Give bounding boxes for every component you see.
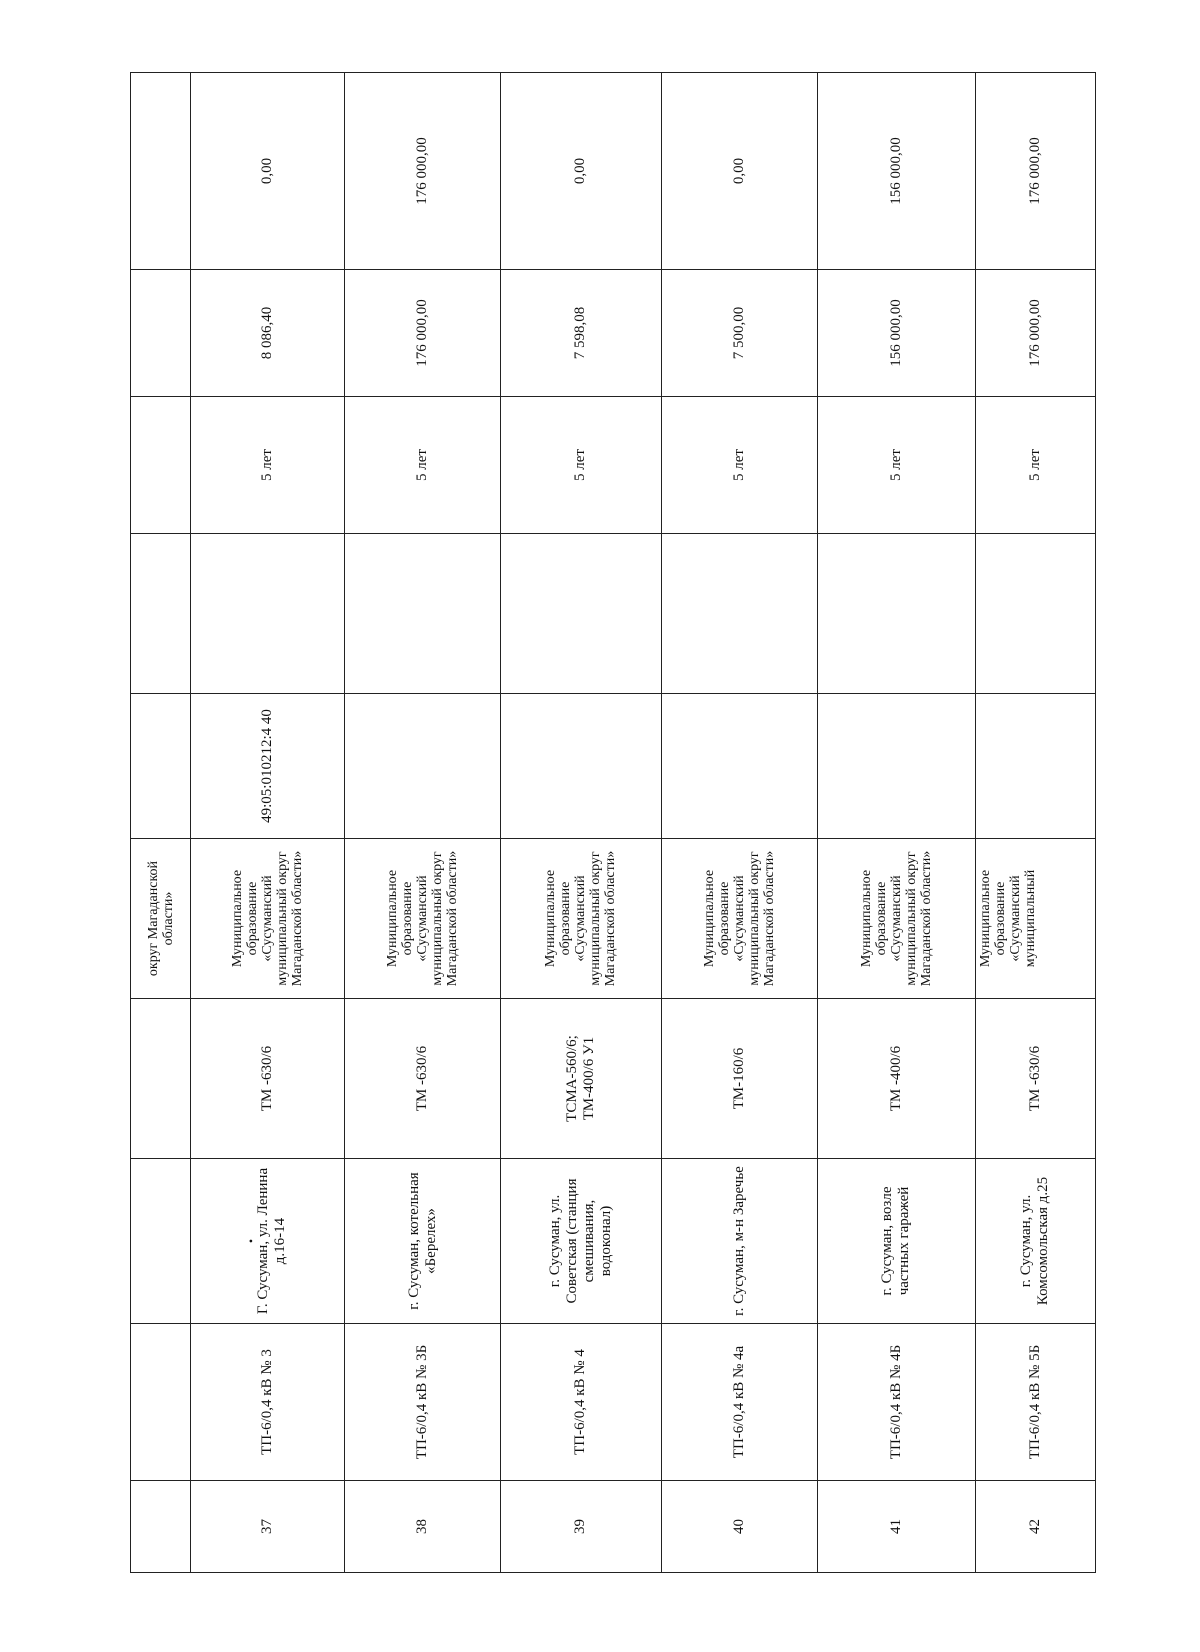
table-row	[975, 73, 1095, 1573]
cell-address: г. Сусуман, ул. Советская (станция смешивания, водоконал)	[501, 1159, 661, 1324]
cell-encumbrance	[191, 534, 345, 694]
cell-name: ТП-6/0,4 кВ № 4Б	[817, 1324, 975, 1481]
cell-value1: 176 000,00	[345, 270, 501, 397]
cell-value2: 0,00	[191, 73, 345, 270]
table-row	[661, 73, 817, 1573]
cell-value1: 8 086,40	[191, 270, 345, 397]
cell-name: ТП-6/0,4 кВ № 5Б	[975, 1324, 1095, 1481]
cell-value1: 156 000,00	[817, 270, 975, 397]
cell-address: г. Сусуман, ул. Комсомольская д.25	[975, 1159, 1095, 1324]
cell-value2: 156 000,00	[817, 73, 975, 270]
cell-owner: Муниципальное образование «Сусуманский муниципальный округ Магаданской области»	[501, 839, 661, 999]
cell-owner: Муниципальное образование «Сусуманский муниципальный	[975, 839, 1095, 999]
cell-value2: 0,00	[501, 73, 661, 270]
cell-term: 5 лет	[191, 397, 345, 534]
cell-term: 5 лет	[501, 397, 661, 534]
address-text: Г. Сусуман, ул. Ленина д.16-14	[254, 1167, 288, 1315]
cell-address: г. Сусуман, возле частных гаражей	[817, 1159, 975, 1324]
cell-term: 5 лет	[817, 397, 975, 534]
cell-address	[191, 1159, 345, 1324]
table-row	[501, 73, 661, 1573]
cell-owner: округ Магаданской области»	[131, 839, 191, 999]
cell-encumbrance	[345, 534, 501, 694]
cell-equipment: ТМ-160/6	[661, 999, 817, 1159]
cell-equipment: ТМ -630/6	[975, 999, 1095, 1159]
table-row	[345, 73, 501, 1573]
cell-encumbrance	[501, 534, 661, 694]
cell-equipment: ТСМА-560/6; ТМ-400/6 У1	[501, 999, 661, 1159]
cell-address	[131, 1159, 191, 1324]
cell-owner: Муниципальное образование «Сусуманский муниципальный округ Магаданской области»	[191, 839, 345, 999]
cell-cadastral	[345, 694, 501, 839]
cell-value2: 176 000,00	[975, 73, 1095, 270]
cell-num: 41	[817, 1481, 975, 1573]
cell-term: 5 лет	[661, 397, 817, 534]
table-row-continuation	[131, 73, 191, 1573]
cell-value1: 7 500,00	[661, 270, 817, 397]
cell-value2	[131, 73, 191, 270]
cell-name: ТП-6/0,4 кВ № 4а	[661, 1324, 817, 1481]
property-table	[130, 72, 1096, 1573]
cell-equipment: ТМ -400/6	[817, 999, 975, 1159]
cell-cadastral: 49:05:010212:4 40	[191, 694, 345, 839]
cell-cadastral	[661, 694, 817, 839]
table-row	[191, 73, 345, 1573]
cell-cadastral	[975, 694, 1095, 839]
cell-name	[131, 1324, 191, 1481]
rotated-table-container	[130, 73, 1096, 1573]
cell-encumbrance	[817, 534, 975, 694]
cell-address: г. Сусуман, котельная «Берелех»	[345, 1159, 501, 1324]
cell-value2: 176 000,00	[345, 73, 501, 270]
cell-term: 5 лет	[975, 397, 1095, 534]
cell-cadastral	[817, 694, 975, 839]
cell-equipment	[131, 999, 191, 1159]
table-row	[817, 73, 975, 1573]
cell-value1: 176 000,00	[975, 270, 1095, 397]
cell-name: ТП-6/0,4 кВ № 3Б	[345, 1324, 501, 1481]
cell-num: 42	[975, 1481, 1095, 1573]
cell-term: 5 лет	[345, 397, 501, 534]
cell-owner: Муниципальное образование «Сусуманский муниципальный округ Магаданской области»	[661, 839, 817, 999]
cell-value1: 7 598,08	[501, 270, 661, 397]
cell-num: 39	[501, 1481, 661, 1573]
cell-encumbrance	[661, 534, 817, 694]
cell-cadastral	[501, 694, 661, 839]
cell-owner: Муниципальное образование «Сусуманский муниципальный округ Магаданской области»	[817, 839, 975, 999]
cell-address: г. Сусуман, м-н Заречье	[661, 1159, 817, 1324]
cell-num: 40	[661, 1481, 817, 1573]
cell-num	[131, 1481, 191, 1573]
cell-num: 38	[345, 1481, 501, 1573]
cell-cadastral	[131, 694, 191, 839]
cell-equipment: ТМ -630/6	[191, 999, 345, 1159]
cell-num: 37	[191, 1481, 345, 1573]
cell-name: ТП-6/0,4 кВ № 3	[191, 1324, 345, 1481]
dot-mark: •	[243, 1238, 258, 1244]
cell-owner: Муниципальное образование «Сусуманский муниципальный округ Магаданской области»	[345, 839, 501, 999]
cell-equipment: ТМ -630/6	[345, 999, 501, 1159]
cell-name: ТП-6/0,4 кВ № 4	[501, 1324, 661, 1481]
cell-value2: 0,00	[661, 73, 817, 270]
cell-value1	[131, 270, 191, 397]
cell-encumbrance	[975, 534, 1095, 694]
cell-encumbrance	[131, 534, 191, 694]
cell-term	[131, 397, 191, 534]
